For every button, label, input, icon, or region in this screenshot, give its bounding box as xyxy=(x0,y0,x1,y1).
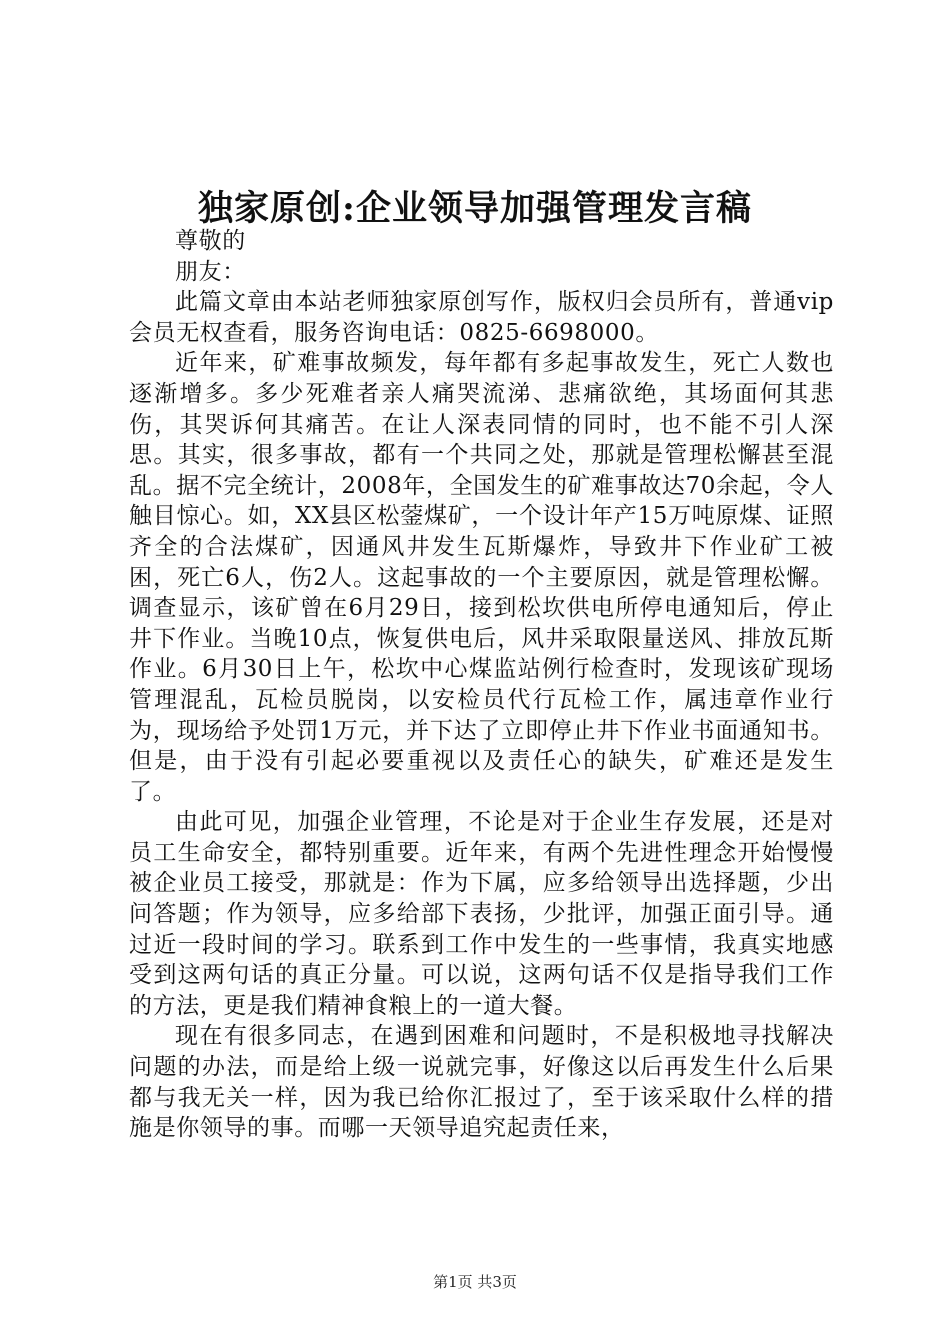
paragraph-mining-accidents: 近年来，矿难事故频发，每年都有多起事故发生，死亡人数也逐渐增多。多少死难者亲人痛哭流涕、悲痛欲绝，其场面何其悲伤，其哭诉何其痛苦。在让人深表同情的同时，也不能不引人深思。其实，很多事故，都有一个共同之处，那就是管理松懈甚至混乱。据不完全统计，2008年，全国发生的矿难事故达70余起，令人触目惊心。如，XX县区松蓥煤矿，一个设计年产15万吨原煤、证照齐全的合法煤矿，因通风井发生瓦斯爆炸，导致井下作业矿工被困，死亡6人，伤2人。这起事故的一个主要原因，就是管理松懈。调查显示，该矿曾在6月29日，接到松坎供电所停电通知后，停止井下作业。当晚10点，恢复供电后，风井采取限量送风、排放瓦斯作业。6月30日上午，松坎中心煤监站例行检查时，发现该矿现场管理混乱，瓦检员脱岗，以安检员代行瓦检工作，属违章作业行为，现场给予处罚1万元，并下达了立即停止井下作业书面通知书。但是，由于没有引起必要重视以及责任心的缺失，矿难还是发生了。 xyxy=(129,350,834,805)
paragraph-management-importance: 由此可见，加强企业管理，不论是对于企业生存发展，还是对员工生命安全，都特别重要。近年来，有两个先进性理念开始慢慢被企业员工接受，那就是：作为下属，应多给领导出选择题，少出问答题；作为领导，应多给部下表扬，少批评，加强正面引导。通过近一段时间的学习。联系到工作中发生的一些事情，我真实地感受到这两句话的真正分量。可以说，这两句话不仅是指导我们工作的方法，更是我们精神食粮上的一道大餐。 xyxy=(129,809,834,1019)
document-title: 独家原创:企业领导加强管理发言稿 xyxy=(198,188,752,229)
salutation-line-1: 尊敬的 xyxy=(175,228,246,254)
paragraph-copyright-notice: 此篇文章由本站老师独家原创写作，版权归会员所有，普通vip会员无权查看，服务咨询电话：0825-6698000。 xyxy=(129,289,834,346)
page-footer: 第1页 共3页 xyxy=(433,1273,517,1291)
salutation-line-2: 朋友： xyxy=(175,258,246,285)
paragraph-problem-reporting: 现在有很多同志，在遇到困难和问题时，不是积极地寻找解决问题的办法，而是给上级一说就完事，好像这以后再发生什么后果都与我无关一样，因为我已给你汇报过了，至于该采取什么样的措施是你领导的事。而哪一天领导追究起责任来， xyxy=(129,1023,834,1142)
document-body xyxy=(129,226,834,1144)
